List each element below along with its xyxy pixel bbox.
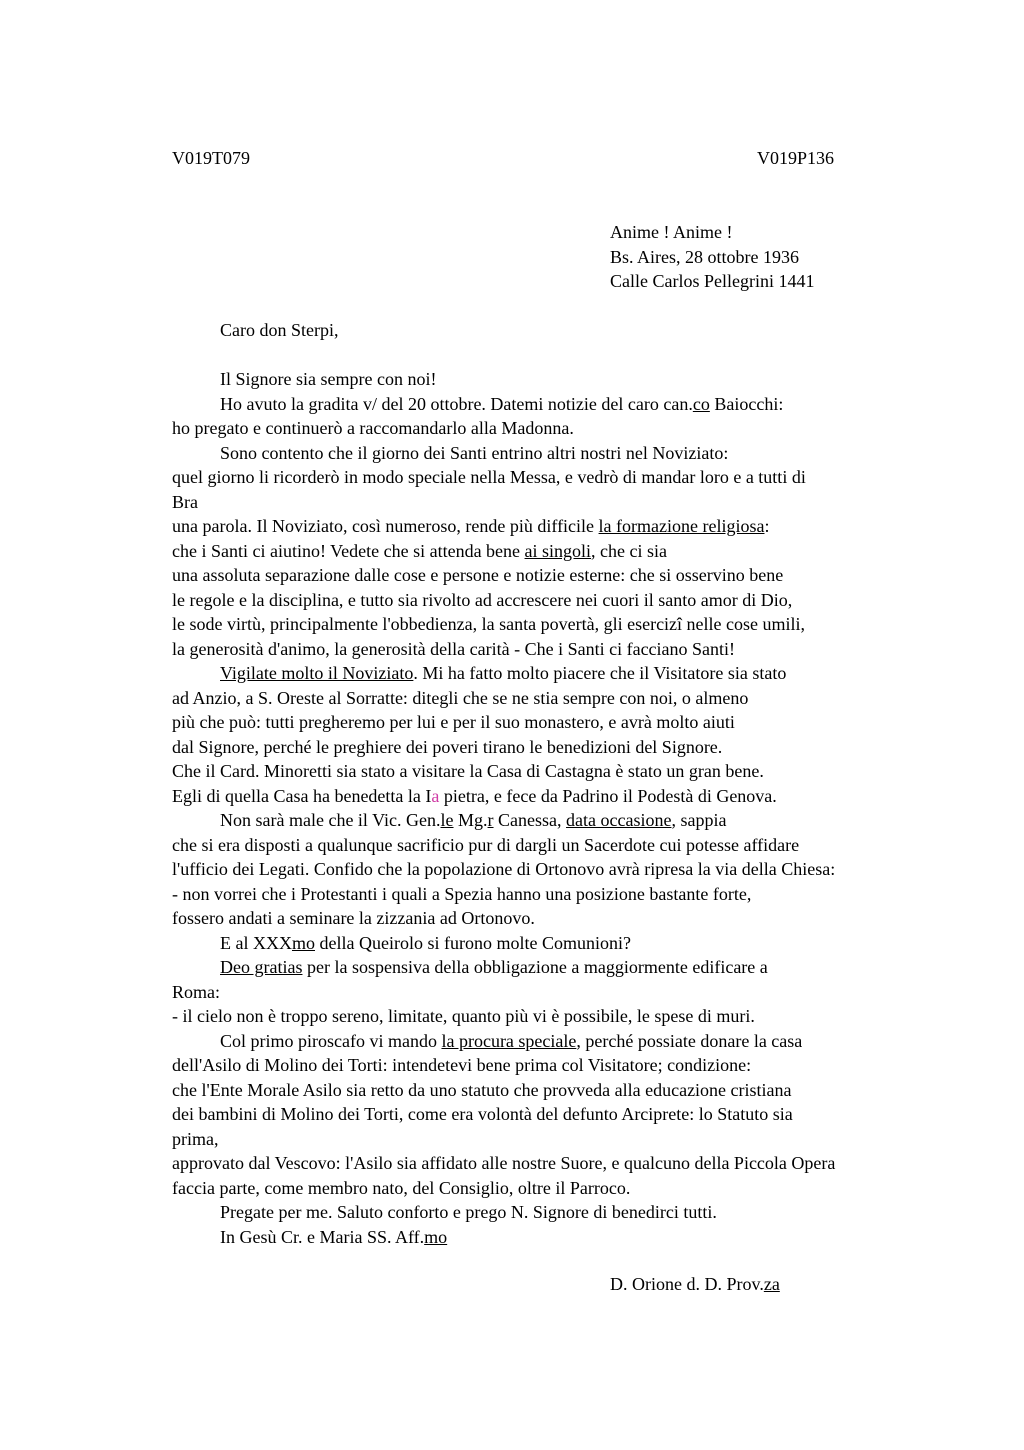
body-line xyxy=(172,931,972,956)
line-text: le regole e la disciplina, e tutto sia rivolto ad accrescere nei cuori il santo amor di Dio, xyxy=(172,589,793,610)
line-text: ho pregato e continuerò a raccomandarlo alla Madonna. xyxy=(172,418,574,438)
body-line xyxy=(172,465,972,490)
line-text: Baiocchi: xyxy=(709,393,784,414)
line-text: per la sospensiva della obbligazione a maggiormente edificare a xyxy=(302,957,768,977)
letter-body xyxy=(172,367,972,1249)
line-text: . Mi ha fatto molto piacere che il Visitatore sia stato xyxy=(413,663,787,683)
body-line xyxy=(172,1127,972,1152)
body-line xyxy=(172,735,972,760)
line-text: una assoluta separazione dalle cose e persone e notizie esterne: che si osservino bene xyxy=(172,565,784,585)
line-text: Che il Card. Minoretti sia stato a visitare la Casa di Castagna è stato un gran bene. xyxy=(172,761,764,781)
header-address: Calle Carlos Pellegrini 1441 xyxy=(610,271,815,291)
body-line xyxy=(172,392,972,417)
underlined-text: ai singoli xyxy=(524,540,592,561)
line-text: Non sarà male che il Vic. Gen. xyxy=(220,810,441,830)
body-line xyxy=(172,1225,972,1250)
line-text: la generosità d'animo, la generosità della carità - Che i Santi ci facciano Santi! xyxy=(172,638,736,659)
body-line xyxy=(172,1078,972,1103)
line-text: le sode virtù, principalmente l'obbedienza, la santa povertà, gli esercizî xyxy=(172,614,683,634)
body-line xyxy=(172,539,972,564)
body-line xyxy=(172,367,972,392)
body-line xyxy=(172,955,972,980)
underlined-text: data occasione xyxy=(566,810,672,830)
salutation: Caro don Sterpi, xyxy=(220,320,339,340)
line-text: dell'Asilo di Molino dei Torti: intendetevi bene prima col Visitatore; condizione: xyxy=(172,1055,752,1075)
line-text: che l'Ente Morale Asilo sia retto da uno statuto che provveda alla educazione cristiana xyxy=(172,1079,792,1100)
underlined-text: la procura speciale xyxy=(441,1030,577,1051)
line-text: che i Santi ci aiutino! Vedete che si attenda bene xyxy=(172,540,525,561)
body-line xyxy=(172,1053,972,1078)
line-text: , sappia xyxy=(671,810,727,830)
line-text: Col primo piroscafo vi mando xyxy=(220,1030,442,1051)
letter-header xyxy=(610,220,814,294)
body-line xyxy=(172,563,972,588)
line-text: - il cielo non è troppo sereno, limitate, quanto più vi è possibile, le spese di muri. xyxy=(172,1006,755,1026)
line-text: fossero andati a seminare la zizzania ad Ortonovo. xyxy=(172,908,535,928)
line-text: faccia parte, come membro nato, del Consiglio, oltre il Parroco. xyxy=(172,1177,631,1198)
line-text: della Queirolo si furono molte Comunioni? xyxy=(315,932,631,953)
body-line xyxy=(172,1029,972,1054)
line-text: l'ufficio dei Legati. Confido che la popolazione di Ortonovo avrà ripresa la via della Chiesa: xyxy=(172,859,836,879)
body-line xyxy=(172,980,972,1005)
body-line xyxy=(172,416,972,441)
body-line xyxy=(172,1151,972,1176)
line-text: a xyxy=(431,785,440,806)
body-line xyxy=(172,441,972,466)
line-text: una parola. Il Noviziato, così numeroso, rende più difficile xyxy=(172,516,599,536)
line-text: Sono contento che il giorno dei Santi entrino altri nostri nel Noviziato: xyxy=(220,442,729,463)
line-text: , perché possiate donare la casa xyxy=(576,1030,803,1051)
header-motto: Anime ! Anime ! xyxy=(610,222,733,242)
body-line xyxy=(172,1102,972,1127)
line-text: , che ci sia xyxy=(591,540,668,561)
line-text: approvato dal Vescovo: l'Asilo sia affidato alle nostre Suore, e qualcuno della Piccola Opera xyxy=(172,1153,836,1173)
signature-text: D. Orione d. D. Prov. xyxy=(610,1274,764,1294)
line-text: In Gesù Cr. e Maria SS. Aff. xyxy=(220,1226,425,1247)
line-text: Roma: xyxy=(172,981,220,1002)
line-text: Bra xyxy=(172,491,198,512)
line-text: dal Signore, perché le preghiere dei poveri tirano le benedizioni del Signore. xyxy=(172,736,723,757)
line-text: ad Anzio, a S. Oreste al Sorratte: ditegli che se ne stia sempre con noi, o almeno xyxy=(172,687,749,708)
body-line xyxy=(172,588,972,613)
underlined-text: Deo gratias xyxy=(220,957,303,977)
body-line xyxy=(172,882,972,907)
line-text: dei bambini di Molino dei Torti, come era volontà del defunto Arciprete: lo Statuto sia xyxy=(172,1104,793,1124)
underlined-text: co xyxy=(692,393,710,414)
underlined-text: le xyxy=(440,810,454,830)
line-text: Pregate per me. Saluto conforto e prego N. Signore di benedirci tutti. xyxy=(220,1202,717,1222)
line-text: E al XXX xyxy=(220,932,292,953)
body-line xyxy=(172,1176,972,1201)
line-text: più che può: tutti pregheremo per lui e per il suo monastero, e avrà molto aiuti xyxy=(172,712,735,732)
line-text: Ho avuto la gradita v/ del 20 ottobre. Datemi notizie del caro can. xyxy=(220,393,693,414)
body-line xyxy=(172,490,972,515)
header-place-date: Bs. Aires, 28 ottobre 1936 xyxy=(610,246,799,267)
line-text: che si era disposti a qualunque sacrificio pur di dargli un Sacerdote cui potesse affidare xyxy=(172,834,800,855)
underlined-text: mo xyxy=(291,932,315,953)
body-line xyxy=(172,759,972,784)
signature-suffix: za xyxy=(763,1274,780,1294)
line-text: Canessa, xyxy=(493,810,567,830)
body-line xyxy=(172,906,972,931)
body-line xyxy=(172,612,972,637)
line-text: prima, xyxy=(172,1128,219,1149)
line-text: Egli di quella Casa ha benedetta la I xyxy=(172,785,432,806)
signature xyxy=(610,1272,780,1296)
underlined-text: Vigilate molto il Noviziato xyxy=(220,663,414,683)
line-text: Mg. xyxy=(453,810,488,830)
body-line xyxy=(172,710,972,735)
underlined-text: r xyxy=(487,810,494,830)
line-text: Il Signore sia sempre con noi! xyxy=(220,369,437,389)
body-line xyxy=(172,637,972,662)
body-line xyxy=(172,857,972,882)
underlined-text: mo xyxy=(424,1226,448,1247)
document-code-left: V019T079 xyxy=(172,148,250,168)
line-text: - non vorrei che i Protestanti i quali a Spezia hanno una posizione bastante forte, xyxy=(172,883,752,904)
body-line xyxy=(172,833,972,858)
body-line xyxy=(172,661,972,686)
line-text: quel giorno li ricorderò in modo speciale nella Messa, e vedrò di mandar loro e a tutti di xyxy=(172,467,806,487)
body-line xyxy=(172,784,972,809)
body-line xyxy=(172,514,972,539)
body-line xyxy=(172,1200,972,1225)
body-line xyxy=(172,686,972,711)
line-text: : xyxy=(764,516,770,536)
body-line xyxy=(172,1004,972,1029)
line-text: nelle cose umili, xyxy=(682,614,806,634)
document-code-right: V019P136 xyxy=(757,148,835,168)
line-text: pietra, e fece da Padrino il Podestà di Genova. xyxy=(439,785,777,806)
underlined-text: la formazione religiosa xyxy=(598,516,765,536)
body-line xyxy=(172,808,972,833)
